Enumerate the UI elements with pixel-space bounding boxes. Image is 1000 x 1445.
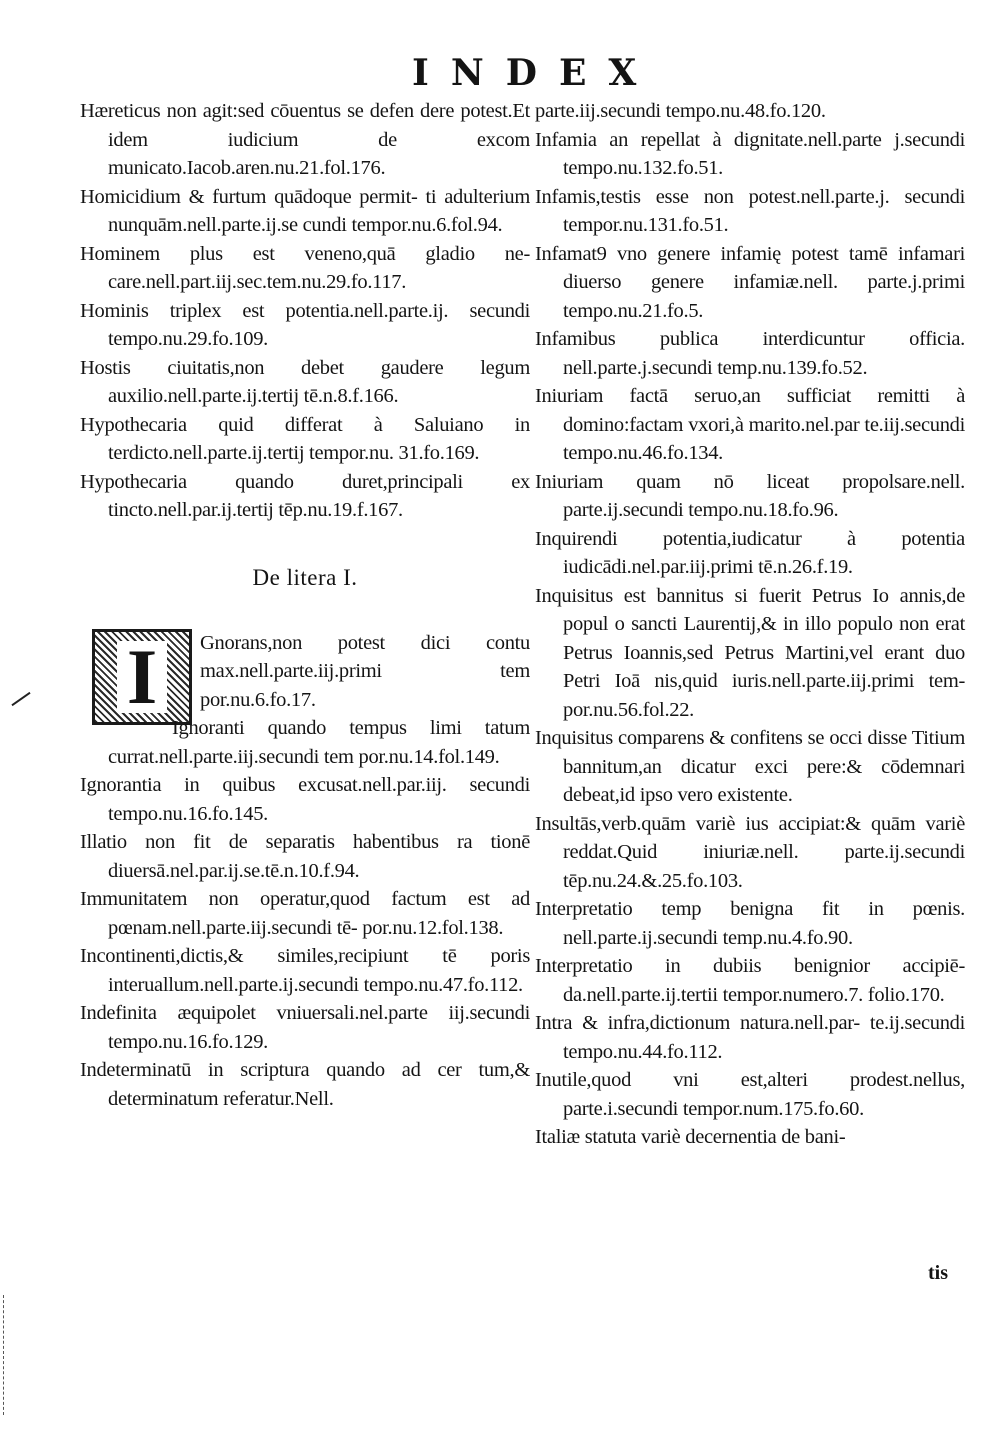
left-entries-top	[80, 97, 530, 525]
index-entry: Insultās,verb.quām variè ius accipiat:& quām variè reddat.Quid iniuriæ.nell. parte.ij.secundi tēp.nu.24.&.25.fo.103.	[535, 812, 965, 892]
page-title: INDEX	[412, 52, 659, 94]
index-entry: Infamat9 vno genere infamię potest tamē infamari diuerso genere infamiæ.nell. parte.j.primi tempo.nu.21.fo.5.	[535, 242, 965, 322]
index-entry: Infamis,testis esse non potest.nell.parte.j. secundi tempor.nu.131.fo.51.	[535, 185, 965, 236]
index-entry: Inquirendi potentia,iudicatur à potentia iudicādi.nel.par.iij.primi tē.n.26.f.19.	[535, 527, 965, 578]
index-entry: Hypothecaria quando duret,principali ex tincto.nell.par.ij.tertij tēp.nu.19.f.167.	[80, 470, 530, 521]
section-title: De litera I.	[252, 564, 358, 590]
index-entry: Intra & infra,dictionum natura.nell.par- te.ij.secundi tempo.nu.44.fo.112.	[535, 1012, 965, 1063]
index-entry: Hominem plus est veneno,quā gladio ne- care.nell.part.iij.sec.tem.nu.29.fo.117.	[80, 242, 530, 293]
right-column	[535, 97, 965, 1152]
index-entry-first: Gnorans,non potest dici contu max.nell.parte.iij.primi tem por.nu.6.fo.17.	[200, 631, 530, 711]
first-entry-block	[80, 629, 530, 1114]
index-entry: Homicidium & furtum quādoque permit- ti adulterium nunquām.nell.parte.ij.se cundi tempor.nu.6.fol.94.	[80, 185, 530, 236]
index-entry: Ignoranti quando tempus limi tatum currat.nell.parte.iij.secundi tem por.nu.14.fol.149.	[108, 717, 530, 768]
index-entry: Illatio non fit de separatis habentibus ra tionē diuersā.nel.par.ij.se.tē.n.10.f.94.	[80, 831, 530, 882]
index-entry: Hominis triplex est potentia.nell.parte.ij. secundi tempo.nu.29.fo.109.	[80, 299, 530, 350]
index-entry: Iniuriam factā seruo,an sufficiat remitti à domino:factam vxori,à marito.nel.par te.iij.secundi tempo.nu.46.fo.134.	[535, 385, 965, 464]
index-entry: Infamibus publica interdicuntur officia. nell.parte.j.secundi temp.nu.139.fo.52.	[535, 328, 965, 379]
index-entry: Incontinenti,dictis,& similes,recipiunt tē poris interuallum.nell.parte.ij.secundi tempo.nu.47.fo.112.	[80, 945, 530, 996]
index-entry: Italiæ statuta variè decernentia de bani-	[535, 1126, 846, 1148]
decorated-initial-icon	[92, 629, 192, 725]
margin-mark-icon	[11, 692, 30, 706]
index-entry: parte.iij.secundi tempo.nu.48.fo.120.	[535, 100, 826, 122]
index-entry: Interpretatio temp benigna fit in pœnis. nell.parte.ij.secundi temp.nu.4.fo.90.	[535, 898, 965, 949]
index-entry: Infamia an repellat à dignitate.nell.parte j.secundi tempo.nu.132.fo.51.	[535, 128, 965, 179]
left-entries-bottom	[80, 714, 530, 1113]
index-entry: Hostis ciuitatis,non debet gaudere legum auxilio.nell.parte.ij.tertij tē.n.8.f.166.	[80, 356, 530, 407]
index-entry: Hæreticus non agit:sed cōuentus se defen dere potest.Et idem iudicium de excom municato.Iacob.aren.nu.21.fol.176.	[80, 100, 530, 179]
index-entry: Immunitatem non operatur,quod factum est ad pœnam.nell.parte.iij.secundi tē- por.nu.12.fol.138.	[80, 888, 530, 939]
index-entry: Inquisitus comparens & confitens se occi disse Titium bannitum,an dicatur exci pere:& cōdemnari debeat,id ipso vero existente.	[535, 727, 965, 806]
catchword: tis	[928, 1262, 948, 1284]
index-entry: Hypothecaria quid differat à Saluiano in terdicto.nell.parte.ij.tertij tempor.nu. 31.fo.169.	[80, 413, 530, 464]
dropcap-letter: I	[117, 641, 167, 713]
index-entry: Inquisitus est bannitus si fuerit Petrus Io annis,de popul o sancti Laurentij,& in illo populo non erat Petrus Ioannis,sed Petrus Martini,vel erant duo Petri Ioā nis,quid iuris.nell.parte.iij.primi tem- por.nu.56.fol.22.	[535, 584, 965, 721]
index-entry: Inutile,quod vni est,alteri prodest.nellus, parte.i.secundi tempor.num.175.fo.60.	[535, 1069, 965, 1120]
index-entry: Indefinita æquipolet vniuersali.nel.parte iij.secundi tempo.nu.16.fo.129.	[80, 1002, 530, 1053]
index-entry: Iniuriam quam nō liceat propolsare.nell. parte.ij.secundi tempo.nu.18.fo.96.	[535, 470, 965, 521]
index-entry: Ignorantia in quibus excusat.nell.par.iij. secundi tempo.nu.16.fo.145.	[80, 774, 530, 825]
index-entry: Interpretatio in dubiis benignior accipiē- da.nell.parte.ij.tertii tempor.numero.7. folio.170.	[535, 955, 965, 1006]
left-column	[80, 97, 530, 1113]
page-edge-marks	[3, 1295, 8, 1415]
index-entry: Indeterminatū in scriptura quando ad cer tum,& determinatum referatur.Nell.	[80, 1059, 530, 1110]
right-entries	[535, 97, 965, 1152]
